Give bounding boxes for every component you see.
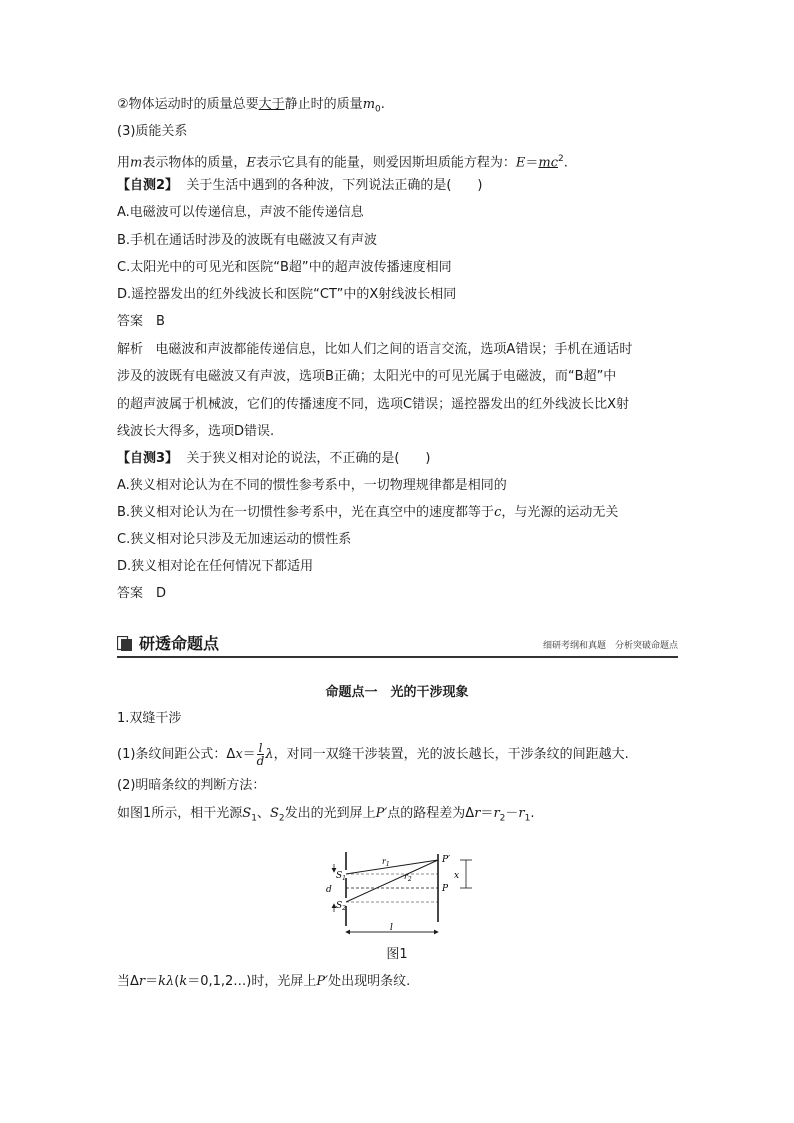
- topic-heading-double-slit: 1.双缝干涉: [117, 711, 182, 726]
- text-segment: 点的路程差为Δ: [387, 806, 475, 821]
- text-segment: (1)条纹间距公式：Δ: [117, 747, 236, 762]
- explanation-text: 电磁波和声波都能传递信息，比如人们之间的语言交流，选项A错误；手机在通话时: [155, 342, 633, 357]
- label-r1: $r_1$: [382, 857, 390, 868]
- question-3-option-b: [117, 504, 618, 522]
- text-segment: (: [174, 974, 180, 989]
- text-segment: ＝: [145, 974, 159, 989]
- var-k-lambda: kλ: [158, 974, 175, 989]
- label-S1: $S_1$: [336, 871, 346, 882]
- subheading-mass-energy: (3)质能关系: [117, 124, 188, 139]
- var-E: E: [246, 155, 256, 171]
- text-segment: 表示它具有的能量，则爱因斯坦质能方程为：: [255, 155, 516, 171]
- section-subtitle: 细研考纲和真题 分析突破命题点: [542, 641, 678, 651]
- var-S: S: [242, 806, 252, 821]
- question-2-option-c: C.太阳光中的可见光和医院“B超”中的超声波传播速度相同: [117, 260, 452, 275]
- subscript: 2: [499, 813, 506, 824]
- subscript: 1: [524, 813, 531, 824]
- text-segment: .: [530, 806, 535, 821]
- question-2-explanation-line-4: 线波长大得多，选项D错误.: [117, 424, 275, 439]
- fraction-numerator: l: [258, 741, 263, 755]
- text-segment: 表示物体的质量，: [142, 155, 247, 171]
- text-segment: 、: [256, 806, 270, 821]
- text-segment: ，对同一双缝干涉装置，光的波长越长，干涉条纹的间距越大.: [273, 747, 629, 762]
- question-2-answer: 答案 B: [117, 314, 165, 329]
- label-S2: $S_2$: [336, 901, 346, 912]
- question-2-option-d: D.遥控器发出的红外线波长和医院“CT”中的X射线波长相同: [117, 287, 457, 302]
- text-segment: 发出的光到屏上: [284, 806, 376, 821]
- text-segment: 处出现明条纹.: [328, 974, 411, 989]
- var-m: m: [130, 155, 143, 171]
- var-S: S: [269, 806, 279, 821]
- question-2-explanation-line-1: [117, 341, 632, 359]
- text-segment: 如图1所示，相干光源: [117, 806, 243, 821]
- var-r: r: [493, 806, 500, 821]
- var-x: x: [235, 747, 243, 762]
- label-l: l: [390, 923, 393, 933]
- question-text: 关于生活中遇到的各种波，下列说法正确的是( ): [186, 178, 483, 193]
- text-segment: .: [380, 97, 385, 112]
- text-segment: .: [563, 155, 568, 171]
- text-line-path-difference: [117, 805, 535, 828]
- explanation-tag: 解析: [117, 342, 144, 357]
- text-line-einstein-equation: [117, 150, 568, 172]
- question-2-option-a: A.电磁波可以传递信息，声波不能传递信息: [117, 205, 364, 220]
- figure-caption: 图1: [386, 947, 408, 962]
- question-2-option-b: B.手机在通话时涉及的波既有电磁波又有声波: [117, 233, 378, 248]
- var-mc: mc: [538, 155, 558, 171]
- var-E: E: [515, 155, 526, 171]
- question-2-stem: [117, 177, 482, 195]
- text-segment: ＝0,1,2…)时，光屏上: [187, 974, 317, 989]
- text-line-bright-dark-method: (2)明暗条纹的判断方法：: [117, 778, 266, 793]
- formula-line-fringe-spacing: [117, 742, 629, 767]
- question-3-option-d: D.狭义相对论在任何情况下都适用: [117, 559, 314, 574]
- text-line-mass-increase: [117, 96, 385, 119]
- question-tag: 【自测3】: [117, 451, 179, 466]
- ray-r1: [346, 860, 438, 874]
- question-3-answer: 答案 D: [117, 586, 167, 601]
- label-r2: $r_2$: [404, 872, 412, 883]
- label-x: x: [454, 871, 460, 881]
- label-P: P: [442, 884, 449, 894]
- question-2-explanation-line-2: 涉及的波既有电磁波又有声波，选项B正确；太阳光中的可见光属于电磁波，而“B超”中: [117, 369, 617, 384]
- question-text: 关于狭义相对论的说法，不正确的是( ): [186, 451, 431, 466]
- text-line-bright-fringe-condition: [117, 973, 410, 991]
- text-segment: －: [505, 806, 519, 821]
- label-P-prime: P′: [442, 855, 451, 865]
- var-r: r: [138, 974, 146, 989]
- text-segment: ＝: [525, 155, 539, 171]
- superscript: 2: [558, 154, 564, 164]
- var-lambda: λ: [265, 747, 274, 762]
- var-m: m: [362, 97, 376, 112]
- var-k: k: [179, 974, 188, 989]
- var-c: c: [494, 505, 502, 520]
- text-segment: ＝: [242, 747, 256, 762]
- question-3-option-c: C.狭义相对论只涉及无加速运动的惯性系: [117, 532, 352, 547]
- subscript: 1: [251, 813, 257, 824]
- section-title: 研透命题点: [139, 634, 220, 653]
- ray-r2: [346, 860, 438, 902]
- section-marker-icon: [117, 636, 133, 652]
- var-P-prime: P′: [375, 806, 388, 821]
- text-segment: ②物体运动时的质量总要: [117, 97, 259, 112]
- underlined-term: 大于: [258, 97, 285, 112]
- question-2-explanation-line-3: 的超声波属于机械波，它们的传播速度不同，选项C错误；遥控器发出的红外线波长比X射: [117, 397, 629, 412]
- subscript: 0: [375, 104, 381, 115]
- text-segment: 当Δ: [117, 974, 139, 989]
- question-tag: 【自测2】: [117, 178, 179, 193]
- text-segment: B.狭义相对论认为在一切惯性参考系中，光在真空中的速度都等于: [117, 505, 495, 520]
- text-segment: 静止时的质量: [284, 97, 363, 112]
- var-r: r: [518, 806, 525, 821]
- label-d: d: [326, 885, 332, 895]
- text-segment: 用: [117, 155, 131, 171]
- fraction-l-over-d: [257, 742, 265, 767]
- var-P-prime: P′: [316, 974, 329, 989]
- subscript: 2: [278, 813, 285, 824]
- section-header: [117, 634, 678, 658]
- question-3-option-a: A.狭义相对论认为在不同的惯性参考系中，一切物理规律都是相同的: [117, 478, 507, 493]
- topic-title: 命题点一 光的干涉现象: [325, 685, 469, 700]
- fraction-denominator: d: [256, 754, 265, 768]
- text-segment: ＝: [480, 806, 494, 821]
- text-segment: ，与光源的运动无关: [501, 505, 619, 520]
- double-slit-diagram: [320, 850, 480, 936]
- question-3-stem: [117, 450, 430, 468]
- var-r: r: [474, 806, 481, 821]
